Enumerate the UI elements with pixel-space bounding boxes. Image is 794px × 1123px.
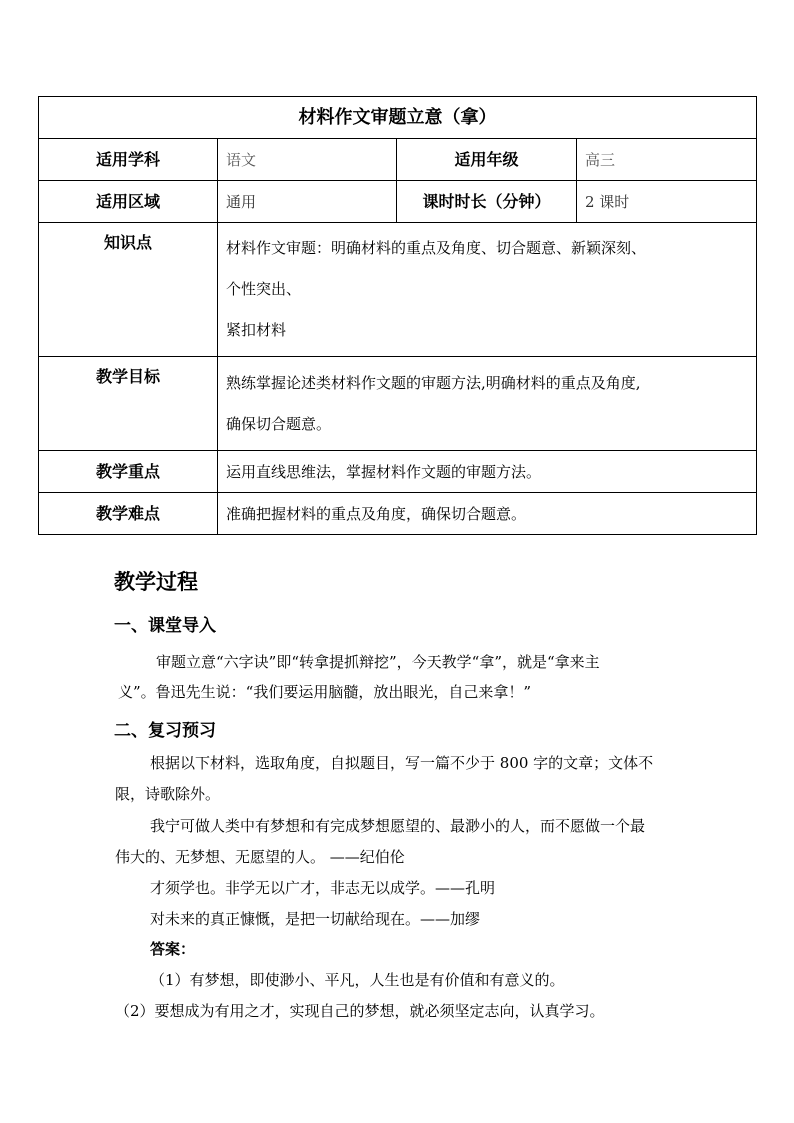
section2-line: 对未来的真正慷慨，是把一切献给现在。——加缪 [150, 910, 481, 928]
duration-label: 课时时长（分钟） [397, 181, 577, 223]
answer-label: 答案： [150, 940, 196, 958]
knowledge-line: 紧扣材料 [226, 321, 287, 339]
region-value: 通用 [218, 181, 397, 223]
section1-heading: 一、课堂导入 [114, 616, 216, 636]
lesson-info-table [38, 96, 757, 535]
focus-label: 教学重点 [39, 451, 218, 493]
section2-line: 根据以下材料，选取角度，自拟题目，写一篇不少于 800 字的文章；文体不 [150, 754, 654, 772]
grade-label: 适用年级 [397, 139, 577, 181]
lesson-title: 材料作文审题立意（拿） [39, 97, 757, 139]
focus-value: 运用直线思维法，掌握材料作文题的审题方法。 [218, 451, 757, 493]
region-label: 适用区域 [39, 181, 218, 223]
section1-line: 义”。鲁迅先生说：“我们要运用脑髓，放出眼光，自己来拿！” [118, 683, 532, 701]
knowledge-line: 个性突出、 [226, 280, 302, 298]
section2-line: 才须学也。非学无以广才，非志无以成学。——孔明 [150, 879, 496, 897]
section2-line: 限，诗歌除外。 [115, 785, 221, 803]
subject-label: 适用学科 [39, 139, 218, 181]
goal-label: 教学目标 [39, 357, 218, 451]
section1-line: 审题立意“六字诀”即“转拿提抓辩挖”，今天教学“拿”，就是“拿来主 [156, 653, 600, 671]
answer-item: （1）有梦想，即使渺小、平凡，人生也是有价值和有意义的。 [150, 971, 565, 989]
knowledge-value [218, 223, 757, 357]
difficulty-label: 教学难点 [39, 493, 218, 535]
duration-value: 2 课时 [577, 181, 757, 223]
answer-item: （2）要想成为有用之才，实现自己的梦想，就必须坚定志向，认真学习。 [115, 1002, 605, 1020]
process-title: 教学过程 [114, 569, 198, 594]
grade-value: 高三 [577, 139, 757, 181]
goal-line: 确保切合题意。 [226, 414, 332, 433]
goal-value [218, 357, 757, 451]
section2-heading: 二、复习预习 [114, 721, 216, 741]
section2-line: 伟大的、无梦想、无愿望的人。 ——纪伯伦 [115, 848, 405, 866]
difficulty-value: 准确把握材料的重点及角度，确保切合题意。 [218, 493, 757, 535]
goal-line: 熟练掌握论述类材料作文题的审题方法,明确材料的重点及角度, [226, 373, 641, 392]
section2-line: 我宁可做人类中有梦想和有完成梦想愿望的、最渺小的人，而不愿做一个最 [150, 817, 646, 835]
knowledge-label: 知识点 [39, 223, 218, 357]
knowledge-line: 材料作文审题：明确材料的重点及角度、切合题意、新颖深刻、 [226, 239, 647, 257]
subject-value: 语文 [218, 139, 397, 181]
